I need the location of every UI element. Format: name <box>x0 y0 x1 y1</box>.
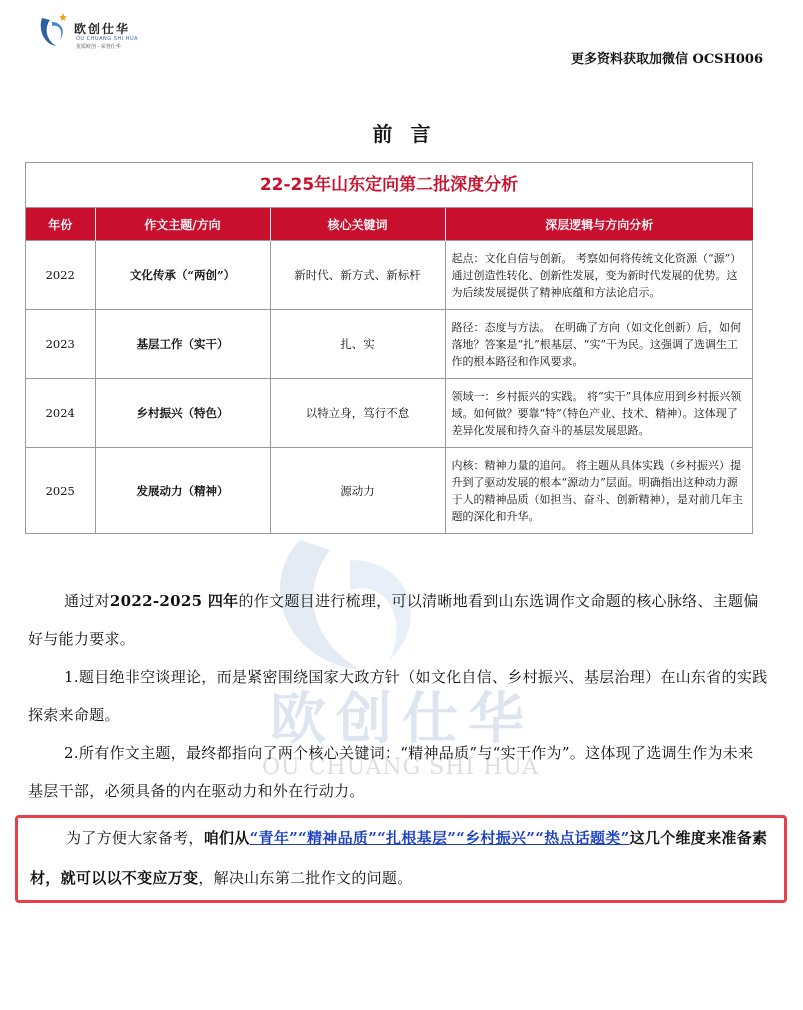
highlight-bold-b: 这几个维度来准备素材，就可以以不变应万变 <box>30 829 768 887</box>
cell-analysis: 起点：文化自信与创新。 考察如何将传统文化资源（“源”）通过创造性转化、创新性发展，变为新时代发展的优势。这为后续发展提供了精神底蕴和方法论启示。 <box>445 241 753 310</box>
table-row <box>26 448 753 535</box>
table-row <box>26 310 753 379</box>
column-header-keywords: 核心关键词 <box>270 208 445 241</box>
table-title: 22-25年山东定向第二批深度分析 <box>26 163 752 208</box>
cell-analysis: 领域一：乡村振兴的实践。 将“实干”具体应用到乡村振兴领域。如何做？要靠“特”（特色产业、技术、精神）。这体现了差异化发展和持久奋斗的基层发展思路。 <box>445 379 753 448</box>
analysis-table <box>25 162 753 534</box>
intro-paragraph <box>28 582 768 658</box>
point-two-text: 2.所有作文主题，最终都指向了两个核心关键词：“精神品质”与“实干作为”。这体现了选调生作为未来基层干部，必须具备的内在驱动力和外在行动力。 <box>28 744 754 800</box>
point-one-text: 1.题目绝非空谈理论，而是紧密围绕国家大政方针（如文化自信、乡村振兴、基层治理）在山东省的实践探索来命题。 <box>28 668 768 724</box>
cell-theme: 乡村振兴（特色） <box>95 379 270 448</box>
cell-keywords: 源动力 <box>270 448 445 535</box>
cell-year: 2025 <box>26 448 95 535</box>
logo-icon <box>36 10 70 50</box>
logo <box>36 10 146 52</box>
page-title: 前言 <box>372 122 449 146</box>
point-two-paragraph <box>28 734 768 810</box>
header-note: 更多资料获取加微信 OCSH006 <box>570 52 763 67</box>
table-row <box>26 241 753 310</box>
point-one-paragraph <box>28 658 768 734</box>
intro-text-b: 的作文题目进行梳理，可以清晰地看到山东选调作文命题的核心脉络、主题偏好与能力要求。 <box>28 592 759 648</box>
logo-text: 欧创仕华 <box>74 22 131 36</box>
cell-year: 2022 <box>26 241 95 310</box>
column-header-analysis: 深层逻辑与方向分析 <box>445 208 753 241</box>
highlight-paragraph <box>30 818 768 898</box>
cell-year: 2023 <box>26 310 95 379</box>
cell-theme: 基层工作（实干） <box>95 310 270 379</box>
column-header-theme: 作文主题/方向 <box>95 208 270 241</box>
highlight-bold-a: 咱们从 <box>203 829 250 847</box>
table-header-row <box>26 208 753 241</box>
cell-keywords: 新时代、新方式、新标杆 <box>270 241 445 310</box>
cell-year: 2024 <box>26 379 95 448</box>
cell-analysis: 内核：精神力量的追问。 将主题从具体实践（乡村振兴）提升到了驱动发展的根本“源动力”层面。明确指出这种动力源于人的精神品质（如担当、奋斗、创新精神），是对前几年主题的深化和升华。 <box>445 448 753 535</box>
page-header <box>0 0 803 80</box>
watermark-en: OU CHUANG SHI HUA <box>262 755 540 780</box>
watermark-cn: 欧创仕华 <box>270 687 534 752</box>
intro-years: 2022-2025 四年 <box>109 592 239 610</box>
highlight-text-b: ，解决山东第二批作文的问题。 <box>198 869 413 887</box>
cell-theme: 文化传承（“两创”） <box>95 241 270 310</box>
logo-english: OU CHUANG SHI HUA <box>76 36 139 42</box>
table-row <box>26 379 753 448</box>
cell-theme: 发展动力（精神） <box>95 448 270 535</box>
analysis-grid <box>26 208 753 534</box>
dimensions-link[interactable]: “青年”“精神品质”“扎根基层”“乡村振兴”“热点话题类” <box>249 829 630 847</box>
column-header-year: 年份 <box>26 208 95 241</box>
cell-keywords: 以特立身，笃行不怠 <box>270 379 445 448</box>
highlight-text-a: 为了方便大家备考， <box>66 829 204 847</box>
intro-text-a: 通过对 <box>64 592 110 610</box>
cell-keywords: 扎、实 <box>270 310 445 379</box>
logo-slogan: 优质欧创 · 荣誉仕华 <box>76 44 121 50</box>
cell-analysis: 路径：态度与方法。 在明确了方向（如文化创新）后，如何落地？答案是“扎”根基层、“实”干为民。这强调了选调生工作的根本路径和作风要求。 <box>445 310 753 379</box>
